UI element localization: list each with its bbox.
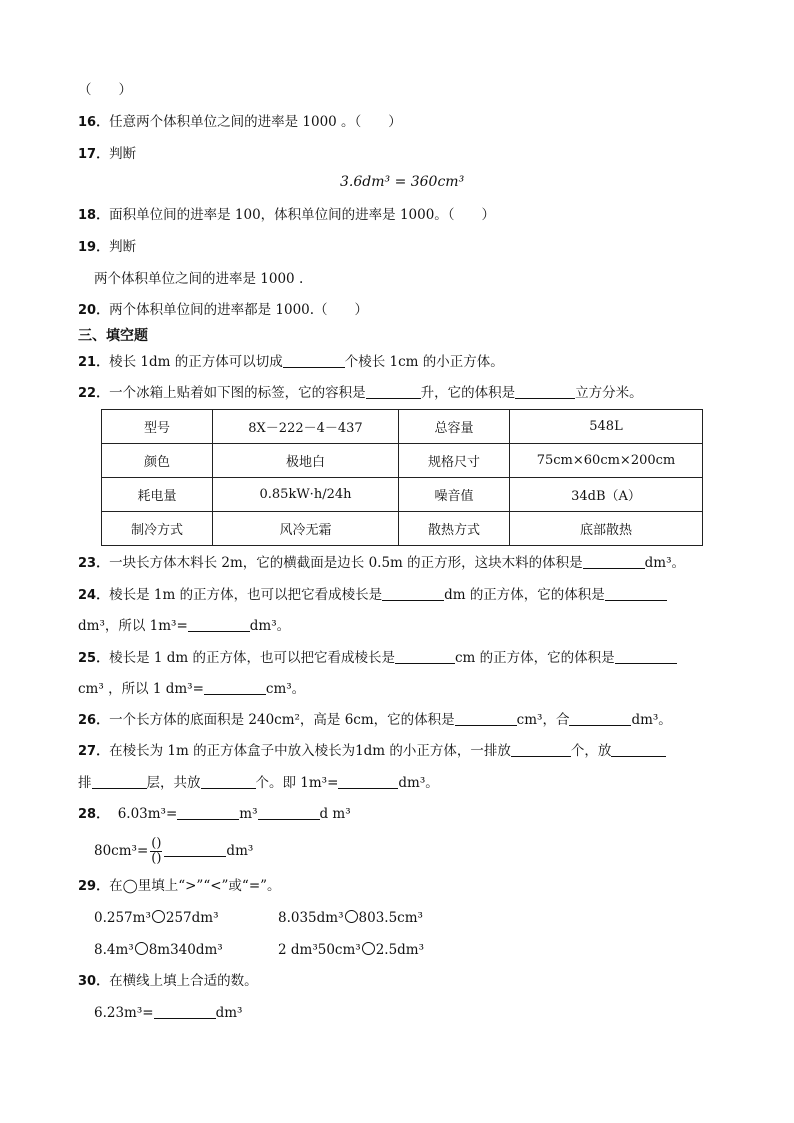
question-30 <box>78 971 258 992</box>
table-cell: 耗电量 <box>102 478 213 512</box>
q24-blank-3[interactable] <box>188 617 250 632</box>
q25-blank-3[interactable] <box>204 680 266 695</box>
compare-circle-icon[interactable] <box>362 942 375 955</box>
q24-blank-2[interactable] <box>605 586 667 601</box>
table-row <box>102 512 703 546</box>
q28-text-a: 6.03m³= <box>117 806 178 822</box>
q30-number: 30． <box>78 974 110 989</box>
question-24-cont <box>78 616 290 636</box>
q16-text: 任意两个体积单位之间的进率是 1000 。（ ） <box>109 114 402 130</box>
q28-fraction-numerator[interactable]: () <box>151 836 162 851</box>
q24-text-c: dm³，所以 1m³= <box>78 618 188 634</box>
q22-blank-2[interactable] <box>515 384 575 399</box>
q22-number: 22． <box>78 386 110 401</box>
question-27 <box>78 741 666 762</box>
q23-blank[interactable] <box>583 554 645 569</box>
q24-text-d: dm³。 <box>249 618 291 634</box>
q29-item-2-left: 8.035dm³ <box>278 910 344 926</box>
q27-text-b: 个，放 <box>570 743 612 759</box>
q29-item-4-left: 2 dm³50cm³ <box>278 942 361 958</box>
q18-number: 18． <box>78 208 110 223</box>
table-cell: 8X－222－4－437 <box>213 410 399 444</box>
q28-blank-1[interactable] <box>177 805 239 820</box>
q27-blank-4[interactable] <box>201 774 256 789</box>
q29-item-4-right: 2.5dm³ <box>375 942 425 958</box>
q27-blank-3[interactable] <box>92 774 147 789</box>
q27-number: 27． <box>78 744 110 759</box>
table-cell: 548L <box>510 410 703 444</box>
q25-text-a: 棱长是 1 dm 的正方体，也可以把它看成棱长是 <box>109 650 395 666</box>
q29-item-1 <box>94 908 219 928</box>
q28-text-c: d m³ <box>319 806 351 822</box>
table-cell: 颜色 <box>102 444 213 478</box>
q29-text: 在◯里填上“>”“<”或“=”。 <box>109 878 281 894</box>
q30-blank[interactable] <box>154 1004 216 1019</box>
q25-text-c: cm³ ，所以 1 dm³= <box>78 681 204 697</box>
q23-number: 23． <box>78 556 110 571</box>
q27-text-a: 在棱长为 1m 的正方体盒子中放入棱长为1dm 的小正方体，一排放 <box>109 743 511 759</box>
question-18 <box>78 205 495 226</box>
q17-number: 17． <box>78 147 110 162</box>
q21-text-b: 个棱长 1cm 的小正方体。 <box>344 354 504 370</box>
q25-text-d: cm³。 <box>265 681 306 697</box>
table-cell: 散热方式 <box>399 512 510 546</box>
table-row <box>102 478 703 512</box>
q30-text: 在横线上填上合适的数。 <box>109 973 258 989</box>
q29-item-3 <box>94 940 223 960</box>
question-20 <box>78 300 368 321</box>
q25-number: 25． <box>78 651 110 666</box>
q21-blank[interactable] <box>283 353 345 368</box>
table-cell: 极地白 <box>213 444 399 478</box>
q21-text-a: 棱长 1dm 的正方体可以切成 <box>109 354 283 370</box>
q27-blank-2[interactable] <box>611 742 666 757</box>
q26-text-c: dm³。 <box>631 712 672 728</box>
q28-text-d: 80cm³= <box>94 843 149 859</box>
table-cell: 34dB（A） <box>510 478 703 512</box>
q27-blank-1[interactable] <box>511 742 571 757</box>
q26-number: 26． <box>78 713 110 728</box>
q23-text-a: 一块长方体木料长 2m，它的横截面是边长 0.5m 的正方形，这块木料的体积是 <box>109 555 583 571</box>
q29-number: 29． <box>78 879 110 894</box>
question-22 <box>78 383 643 404</box>
table-cell: 75cm×60cm×200cm <box>510 444 703 478</box>
fridge-label-table <box>101 409 703 546</box>
q30-text-a: 6.23m³= <box>94 1005 154 1021</box>
q24-text-a: 棱长是 1m 的正方体，也可以把它看成棱长是 <box>109 587 383 603</box>
q28-fraction-denominator[interactable]: () <box>151 851 162 866</box>
table-cell: 底部散热 <box>510 512 703 546</box>
q28-blank-2[interactable] <box>258 805 320 820</box>
q29-item-1-right: 257dm³ <box>165 910 219 926</box>
table-cell: 规格尺寸 <box>399 444 510 478</box>
q19-statement: 两个体积单位之间的进率是 1000 . <box>94 271 304 287</box>
question-23 <box>78 553 685 574</box>
question-16 <box>78 112 402 133</box>
question-28 <box>78 804 351 825</box>
q20-text: 两个体积单位间的进率都是 1000.（ ） <box>109 302 369 318</box>
q30-text-b: dm³ <box>215 1005 243 1021</box>
q27-text-e: 个。即 1m³= <box>255 775 339 791</box>
q27-text-d: 层，共放 <box>146 775 201 791</box>
q26-text-a: 一个长方体的底面积是 240cm²，高是 6cm，它的体积是 <box>109 712 455 728</box>
q22-text-b: 升，它的体积是 <box>420 385 516 401</box>
question-30-cont <box>94 1003 242 1023</box>
q29-item-3-right: 8m340dm³ <box>148 942 223 958</box>
q28-number: 28． <box>78 807 110 822</box>
question-21 <box>78 352 504 373</box>
q27-text-c: 排 <box>78 775 92 791</box>
q25-blank-2[interactable] <box>615 649 677 664</box>
q29-item-4 <box>278 940 424 960</box>
question-28-cont <box>94 837 253 866</box>
q25-blank-1[interactable] <box>395 649 455 664</box>
q26-blank-2[interactable] <box>569 711 631 726</box>
table-row <box>102 410 703 444</box>
q28-text-e: dm³ <box>226 843 254 859</box>
q26-text-b: cm³，合 <box>516 712 570 728</box>
q22-text-a: 一个冰箱上贴着如下图的标签，它的容积是 <box>109 385 366 401</box>
q15-tail: （ ） <box>78 82 132 98</box>
q24-text-b: dm 的正方体，它的体积是 <box>444 587 605 603</box>
q25-text-b: cm 的正方体，它的体积是 <box>455 650 615 666</box>
compare-circle-icon[interactable] <box>152 910 165 923</box>
q24-blank-1[interactable] <box>382 586 444 601</box>
table-cell: 型号 <box>102 410 213 444</box>
question-24 <box>78 585 667 606</box>
q28-text-b: m³ <box>239 806 258 822</box>
table-cell: 总容量 <box>399 410 510 444</box>
compare-circle-icon[interactable] <box>345 910 358 923</box>
table-cell: 风冷无霜 <box>213 512 399 546</box>
q17-text: 判断 <box>109 146 137 162</box>
q23-text-b: dm³。 <box>644 555 685 571</box>
question-26 <box>78 710 672 731</box>
question-25-cont <box>78 679 305 699</box>
q19-text: 判断 <box>109 239 137 255</box>
table-cell: 制冷方式 <box>102 512 213 546</box>
q29-item-2-right: 803.5cm³ <box>358 910 423 926</box>
q18-text: 面积单位间的进率是 100，体积单位间的进率是 1000。（ ） <box>109 207 496 223</box>
compare-circle-icon[interactable] <box>135 942 148 955</box>
table-cell: 噪音值 <box>399 478 510 512</box>
table-cell: 0.85kW·h/24h <box>213 478 399 512</box>
question-27-cont <box>78 773 439 793</box>
question-29 <box>78 876 281 897</box>
q21-number: 21． <box>78 355 110 370</box>
q28-blank-3[interactable] <box>164 842 226 857</box>
q22-text-c: 立方分米。 <box>575 385 643 401</box>
q27-blank-5[interactable] <box>338 774 398 789</box>
q16-number: 16． <box>78 115 110 130</box>
q22-blank-1[interactable] <box>366 384 421 399</box>
q29-item-1-left: 0.257m³ <box>94 910 151 926</box>
q20-number: 20． <box>78 303 110 318</box>
question-17 <box>78 144 136 165</box>
q28-fraction <box>150 837 162 866</box>
q17-formula: 3.6dm³ = 360cm³ <box>340 174 465 190</box>
q29-item-2 <box>278 908 423 928</box>
question-25 <box>78 648 677 669</box>
question-19 <box>78 237 136 258</box>
table-row <box>102 444 703 478</box>
q29-item-3-left: 8.4m³ <box>94 942 134 958</box>
q24-number: 24． <box>78 588 110 603</box>
q27-text-f: dm³。 <box>398 775 439 791</box>
q26-blank-1[interactable] <box>455 711 517 726</box>
q19-number: 19． <box>78 240 110 255</box>
section-heading-fill-in: 三、填空题 <box>78 328 148 344</box>
